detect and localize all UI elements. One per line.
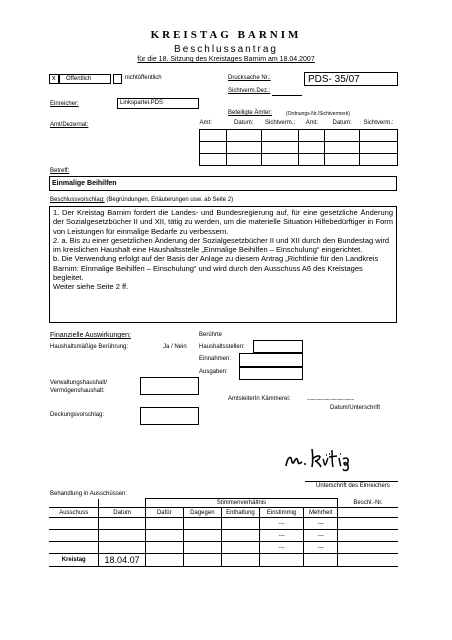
unanimous-cell[interactable]: ---: [259, 518, 303, 530]
public-label: Öffentlich: [66, 76, 92, 82]
vote-cell[interactable]: [145, 518, 183, 530]
admin-budget-label-1: Verwaltungshaushalt/: [50, 380, 108, 386]
kreistag-date[interactable]: 18.04.07: [99, 554, 145, 567]
office-cell[interactable]: [200, 141, 227, 153]
offices-table: [199, 118, 398, 166]
proposal-paragraph-3: b. Die Verwendung erfolgt auf der Basis der Anlage zu diesem Antrag „Richtlinie für den Landkreis Barnim: Einmalige Beihilfen – Einschulung“ und wird durch den Ausschuss A6 des Kreistages begleitet.: [53, 254, 379, 283]
decision-cell: [338, 508, 398, 518]
vote-cell[interactable]: [221, 542, 259, 554]
office-cell[interactable]: [261, 129, 299, 141]
committees-label: Behandlung in Ausschüssen:: [50, 491, 128, 497]
page-title: KREISTAG BARNIM: [150, 29, 302, 41]
offices-label: Beteiligte Ämter:: [228, 110, 273, 116]
signature-image: [282, 446, 356, 472]
unanimous-cell[interactable]: ---: [259, 530, 303, 542]
col-abstain: Enthaltung: [221, 508, 259, 518]
col-majority: Mehrheit: [304, 508, 338, 518]
decision-cell[interactable]: [338, 518, 398, 530]
signature-label: Unterschrift des Einreichers: [316, 483, 390, 489]
submitter-value: Linkspartei.PDS: [120, 100, 164, 106]
col-amt-2: Amt:: [305, 120, 319, 127]
blank-header: [99, 499, 145, 508]
unanimous-cell[interactable]: [259, 554, 303, 567]
kreistag-label: Kreistag: [49, 554, 99, 567]
majority-cell[interactable]: ---: [304, 518, 338, 530]
drucksache-field[interactable]: [304, 72, 398, 86]
col-sicht-2: Sichtverm.:: [363, 120, 394, 127]
vote-cell[interactable]: [183, 554, 221, 567]
sichtverm-label: Sichtverm.Dez.:: [228, 88, 271, 94]
col-amt-1: Amt:: [199, 120, 212, 127]
office-cell[interactable]: [261, 141, 299, 153]
office-cell[interactable]: [226, 153, 261, 165]
budget-touch-label: Haushaltsmäßige Berührung:: [50, 344, 129, 350]
drucksache-label: Drucksache Nr.:: [228, 75, 271, 81]
proposal-paragraph-1: 1. Der Kreistag Barnim fordert die Landes- und Bundesregierung auf, für eine gesetzliche Änderung der Sozialgesetzbücher II und XII, tätig zu werden, um die materielle Situation Hilfebedürftiger in Form von Leistungen für einmalige Bedarfe zu verbessern.: [53, 208, 393, 236]
vote-cell[interactable]: [145, 530, 183, 542]
signature-line: [305, 481, 398, 482]
treasurer-date-sign: Datum/Unterschrift: [330, 405, 381, 411]
submitter-label: Einreicher:: [50, 101, 79, 107]
office-cell[interactable]: [325, 153, 360, 165]
office-cell[interactable]: [200, 153, 227, 165]
proposal-paragraph-4: Weiter siehe Seite 2 ff.: [53, 282, 129, 292]
office-cell[interactable]: [226, 141, 261, 153]
committee-cell[interactable]: [49, 530, 99, 542]
office-cell[interactable]: [325, 129, 360, 141]
public-label-box: [59, 74, 111, 84]
office-cell[interactable]: [360, 129, 398, 141]
decision-cell[interactable]: [338, 554, 398, 567]
vote-cell[interactable]: [221, 554, 259, 567]
committees-table: [49, 498, 398, 567]
submitter-field[interactable]: [117, 98, 199, 109]
col-committee: Ausschuss: [49, 508, 99, 518]
nonpublic-checkbox[interactable]: [113, 74, 122, 84]
office-cell[interactable]: [200, 129, 227, 141]
public-checkbox[interactable]: [49, 74, 59, 84]
office-cell[interactable]: [360, 141, 398, 153]
budget-lines-field[interactable]: [253, 340, 303, 353]
date-cell[interactable]: [99, 518, 145, 530]
vote-cell[interactable]: [221, 530, 259, 542]
subject-label: Betreff:: [50, 168, 70, 174]
cover-field[interactable]: [140, 407, 199, 425]
vote-cell[interactable]: [183, 530, 221, 542]
vote-cell[interactable]: [221, 518, 259, 530]
col-datum-2: Datum:: [332, 120, 352, 127]
income-field[interactable]: [239, 353, 303, 367]
proposal-note: (Begründungen, Erläuterungen usw. ab Seite 2): [106, 197, 234, 203]
majority-cell[interactable]: [304, 554, 338, 567]
office-cell[interactable]: [299, 153, 325, 165]
admin-budget-field[interactable]: [140, 377, 199, 395]
proposal-paragraph-2: 2. a. Bis zu einer gesetzlichen Änderung der Sozialgesetzbücher II und XII durch den Bundestag wird im kreislichen Haushalt eine Haushaltsstelle „Einmalige Beihilfen – Einschulung“ eingerichtet.: [53, 235, 390, 255]
office-cell[interactable]: [299, 141, 325, 153]
cover-label: Deckungsvorschlag:: [50, 412, 105, 418]
expenses-label: Ausgaben:: [199, 369, 228, 375]
budget-lines-label: Haushaltsstellen:: [199, 344, 245, 350]
proposal-label: Beschlussvorschlag:: [50, 197, 105, 203]
yes-no-label: Ja / Nein: [163, 344, 187, 350]
affected-label: Berührte: [199, 332, 223, 338]
blank-header: [49, 499, 99, 508]
majority-cell[interactable]: ---: [304, 530, 338, 542]
session-line: für die 18. Sitzung des Kreistages Barnim am 18.04.2007: [137, 56, 315, 63]
vote-cell[interactable]: [145, 542, 183, 554]
drucksache-value: PDS- 35/07: [308, 74, 360, 85]
date-cell[interactable]: [99, 542, 145, 554]
col-unanimous: Einstimmig: [259, 508, 303, 518]
vote-header: Stimmenverhältnis: [145, 499, 337, 508]
vote-cell[interactable]: [183, 518, 221, 530]
finance-label: Finanzielle Auswirkungen:: [50, 332, 131, 339]
committee-cell[interactable]: [49, 518, 99, 530]
col-date: Datum: [99, 508, 145, 518]
subject-field[interactable]: [49, 176, 397, 191]
offices-note: (Ordnungs-Nr./Sichtvermerk): [286, 111, 350, 117]
vote-cell[interactable]: [145, 554, 183, 567]
office-cell[interactable]: [226, 129, 261, 141]
office-cell[interactable]: [299, 129, 325, 141]
decision-cell[interactable]: [338, 530, 398, 542]
subject-value: Einmalige Beihilfen: [52, 180, 117, 187]
treasurer-dots: ........................................: [307, 396, 354, 402]
treasurer-label: AmtsleiterIn Kämmerei:: [228, 396, 291, 402]
public-check-mark: x: [52, 75, 56, 82]
vote-cell[interactable]: [183, 542, 221, 554]
office-cell[interactable]: [325, 141, 360, 153]
majority-cell[interactable]: ---: [304, 542, 338, 554]
amt-dezernat-label: Amt/Dezernat:: [50, 122, 89, 128]
col-sicht-1: Sichtverm.:: [265, 120, 296, 127]
date-cell[interactable]: [99, 530, 145, 542]
document-type: Beschlussantrag: [174, 44, 278, 55]
unanimous-cell[interactable]: ---: [259, 542, 303, 554]
col-datum-1: Datum:: [234, 120, 254, 127]
office-cell[interactable]: [360, 153, 398, 165]
decision-header: Beschl.-Nr.: [338, 499, 398, 508]
sichtverm-line: [272, 95, 302, 96]
office-cell[interactable]: [261, 153, 299, 165]
admin-budget-label-2: Vermögenshaushalt:: [50, 388, 105, 394]
proposal-text-box[interactable]: [49, 206, 397, 323]
decision-cell[interactable]: [338, 542, 398, 554]
income-label: Einnahmen:: [199, 356, 232, 362]
nonpublic-label: nichtöffentlich: [125, 75, 162, 81]
expenses-field[interactable]: [239, 367, 303, 380]
committee-cell[interactable]: [49, 542, 99, 554]
proposal-label-line: [50, 197, 233, 203]
col-for: Dafür: [145, 508, 183, 518]
col-against: Dagegen: [183, 508, 221, 518]
